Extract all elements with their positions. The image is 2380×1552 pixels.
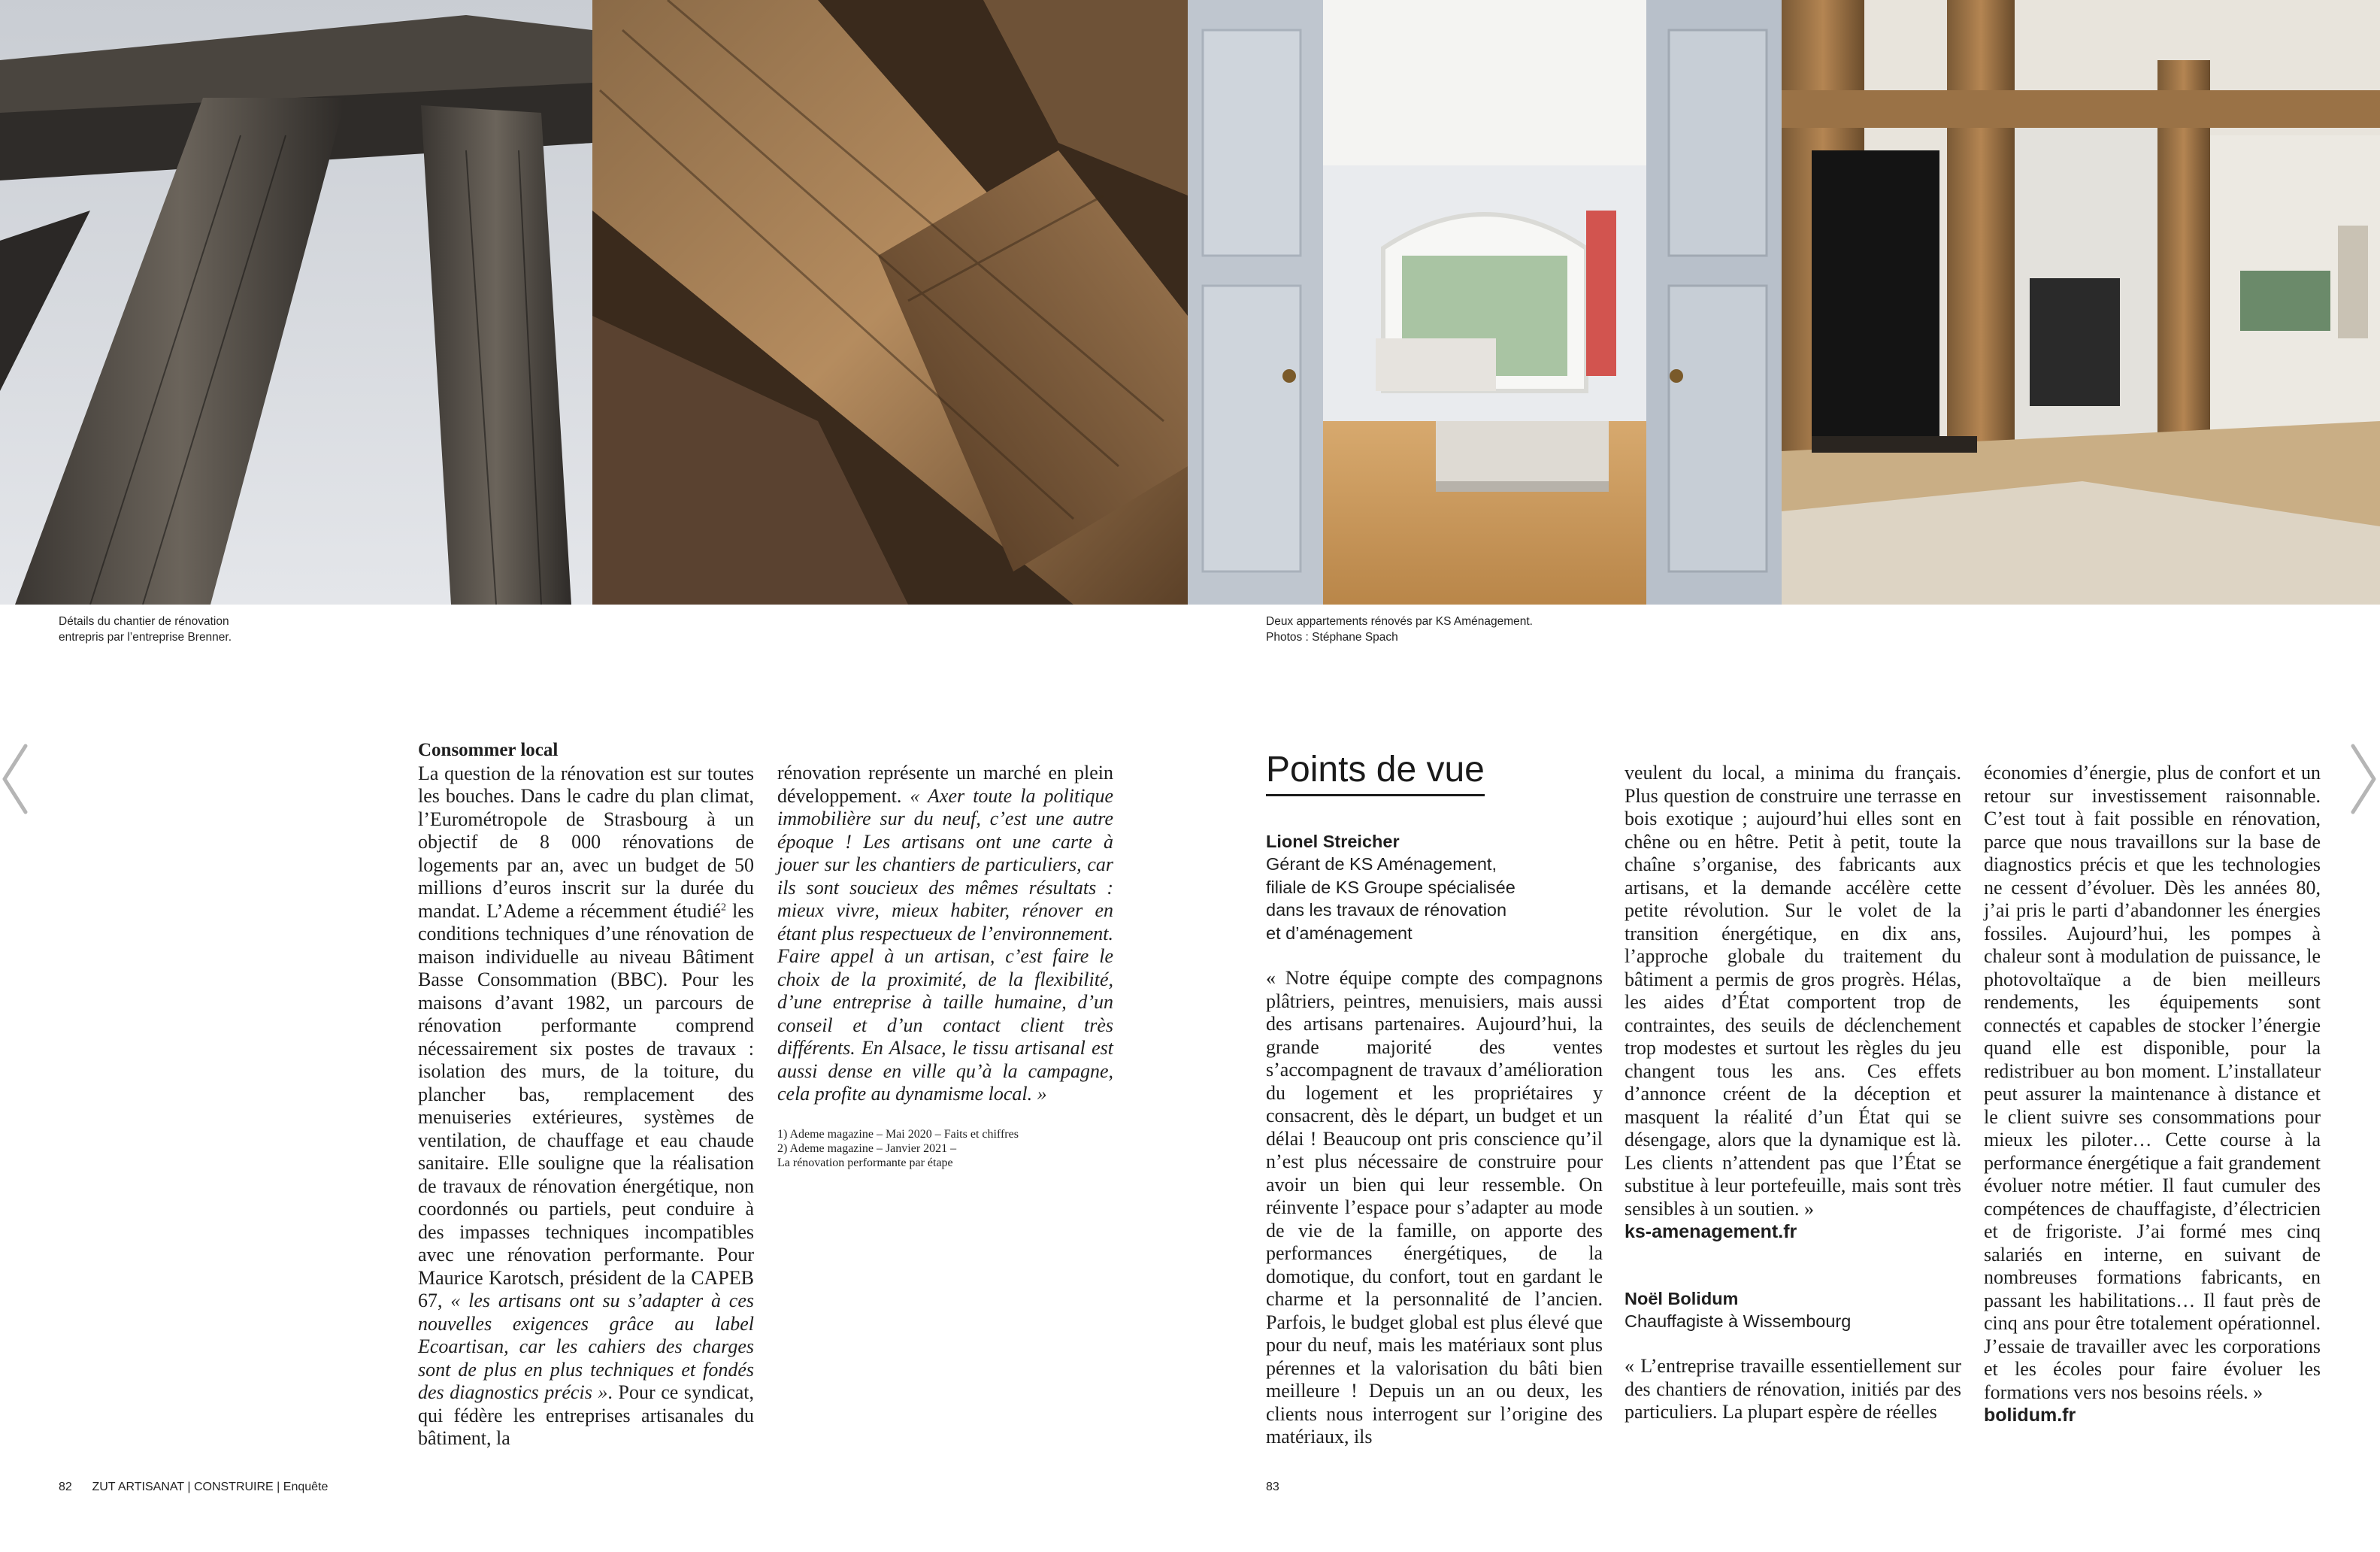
photo-living-room [1188,0,1782,605]
text-run: les conditions techniques d’une rénovation de maison individuelle au niveau Bâtiment Basse Consommation (BBC). Pour les maisons d’avant 1982, un parcours de rénovation performante comprend nécessairement six postes de travaux : isolation des murs, de la toiture, du plancher bas, remplacement des menuiseries extérieures, systèmes de ventilation, de chauffage et eau chaude sanitaire. Elle souligne que la réalisation de travaux de rénovation énergétique, non coordonnés ou partiels, peut conduire à des impasses techniques incompatibles avec une rénovation performante. Pour Maurice Karotsch, président de la CAPEB 67, [418,899,754,1311]
person-role: dans les travaux de rénovation [1266,900,1507,920]
photo-timber-apartment [1782,0,2380,605]
person-role: Chauffagiste à Wissembourg [1625,1311,1852,1331]
next-page-button[interactable] [2348,743,2378,815]
magazine-name: ZUT ARTISANAT [92,1481,184,1493]
caption-left-line: entrepris par l’entreprise Brenner. [59,631,232,644]
separator: | [187,1481,191,1493]
text-run: rénovation représente un marché en plein développement. [777,762,1113,807]
caption-right [1266,614,1533,645]
footnote: 2) Ademe magazine – Janvier 2021 – [777,1141,957,1155]
text-run: . Pour ce syndicat, qui fédère les entreprises artisanales du bâtiment, la [418,1381,755,1449]
article-column-1 [418,739,754,1450]
person-name: Lionel Streicher [1266,832,1400,851]
section-name: CONSTRUIRE [193,1481,274,1493]
person-role: Gérant de KS Aménagement, [1266,854,1497,874]
folio-right [1266,1480,1279,1495]
person-name: Noël Bolidum [1625,1288,1739,1308]
quote-capeb-continued: « Axer toute la politique immobilière sur du neuf, c’est une autre époque ! Les artisans ont une carte à jouer sur les chantiers de particuliers, car ils sont soucieux des mêmes résultats : mieux vivre, mieux habiter, rénover en étant plus respectueux de l’environnement. Faire appel à un artisan, c’est faire le choix de la proximité, de la flexibilité, d’une entreprise à taille humaine, d’un conseil et d’un contact client très différents. En Alsace, le tissu artisanal est aussi dense en ville qu’à la campagne, cela profite au dynamisme local. » [777,784,1113,1105]
caption-left-line: Détails du chantier de rénovation [59,615,229,628]
footnote: La rénovation performante par étape [777,1156,953,1169]
article-paragraph [418,762,754,1450]
prev-page-button[interactable] [0,743,30,815]
quote-capeb: « les artisans ont su s’adapter à ces nouvelles exigences grâce au label Ecoartisan, car les cahiers des charges sont de plus en plus techniques et fondés des diagnostics précis » [418,1290,754,1403]
footnotes [777,1127,1113,1170]
text-run: La question de la rénovation est sur toutes les bouches. Dans le cadre du plan climat, l’Eurométropole de Strasbourg à un objectif de 8 000 rénovations de logements par an, avec un budget de 50 millions d’euros inscrit sur la durée du mandat. L’Ademe a récemment étudié [418,762,754,922]
article-paragraph [777,762,1113,1106]
photo-wood-detail [592,0,1188,605]
footnote: 1) Ademe magazine – Mai 2020 – Faits et chiffres [777,1127,1019,1141]
interview-column-1 [1266,830,1603,1449]
section-heading: Consommer local [418,740,559,760]
folio-left [59,1480,328,1495]
chevron-right-icon [2348,743,2378,815]
interview-paragraph: « L’entreprise travaille essentiellement sur des chantiers de rénovation, initiés par des particuliers. La plupart espère de réelles [1625,1355,1961,1423]
interview-paragraph: économies d’énergie, plus de confort et un retour sur investissement raisonnable. C’est tout à fait possible en rénovation, parce que nous travaillons sur la base de diagnostics précis et que les technologies ne cessent d’évoluer. Dès les années 80, j’ai pris le parti d’abandonner les énergies fossiles. Aujourd’hui, les pompes à chaleur sont à modulation de puissance, le photovoltaïque a de bien meilleurs rendements, les équipements sont connectés et capables de stocker l’énergie quand elle est disponible, pour la redistribuer au bon moment. L’installateur peut assurer la maintenance à distance et le client suivre ses consommations pour mieux les piloter… Cette course à la performance énergétique a fait grandement évoluer notre métier. Il faut cumuler des compétences de chauffagiste, d’électricien et de frigoriste. J’ai formé mes cinq salariés en interne, en suivant de nombreuses formations fabricants, en passant les habilitations… Il faut près de cinq ans pour être totalement opérationnel. J’essaie de travailler avec les corporations et les écoles pour faire évoluer les formations vers nos besoins réels. » [1984,762,2321,1403]
rubric-name: Enquête [283,1481,329,1493]
caption-right-line: Photos : Stéphane Spach [1266,631,1398,644]
interview-paragraph: veulent du local, a minima du français. Plus question de construire une terrasse en bois exotique ; aujourd’hui elles sont en chêne ou en hêtre. Petit à petit, toute la chaîne s’organise, des fabricants aux artisans, et la demande accélère cette petite révolution. Sur le volet de la transition énergétique, en dix ans, l’approche globale du traitement du bâtiment a permis de gros progrès. Hélas, les aides d’État comportent trop de contraintes, des seuils de déclenchement trop modestes et surtout les règles du jeu changent tous les ans. Ces effets d’annonce créent de la déception et masquent la réalité d’un État qui se désengage, alors que la dynamique est là. Les clients n’attendent pas que l’État se substitue à leur portefeuille, mais sont très sensibles à un soutien. » [1625,762,1961,1220]
caption-left [59,614,232,645]
page-number: 83 [1266,1481,1279,1493]
person-role: et d’aménagement [1266,923,1413,943]
photo-timber-frame-sky [0,0,592,605]
person-role: filiale de KS Groupe spécialisée [1266,877,1516,897]
article-column-2 [777,762,1113,1170]
interview-column-3 [1984,762,2321,1427]
caption-right-line: Deux appartements rénovés par KS Aménagement. [1266,615,1533,628]
page-number: 82 [59,1481,72,1493]
separator: | [277,1481,280,1493]
website-link[interactable]: ks-amenagement.fr [1625,1221,1797,1242]
chevron-left-icon [0,743,30,815]
footnote-ref: 2 [721,901,727,913]
interview-column-2 [1625,762,1961,1424]
section-title: Points de vue [1266,749,1485,796]
website-link[interactable]: bolidum.fr [1984,1405,2076,1426]
interview-paragraph: « Notre équipe compte des compagnons plâtriers, peintres, menuisiers, mais aussi des artisans partenaires. Aujourd’hui, la grande majorité des ventes s’accompagnent de travaux d’amélioration du logement et les propriétaires y consacrent, dès le départ, un budget et un délai ! Beaucoup ont pris conscience qu’il n’est plus nécessaire de construire pour avoir un bien qui leur ressemble. On réinvente l’espace pour s’adapter au mode de vie de la famille, on apporte des performances énergétiques, de la domotique, du confort, tout en gardant le charme et la personnalité de l’ancien. Parfois, le budget global est plus élevé que pour du neuf, mais les matériaux sont plus pérennes et la valorisation du bâti bien meilleure ! Depuis un an ou deux, les clients nous interrogent sur l’origine des matériaux, ils [1266,967,1603,1447]
